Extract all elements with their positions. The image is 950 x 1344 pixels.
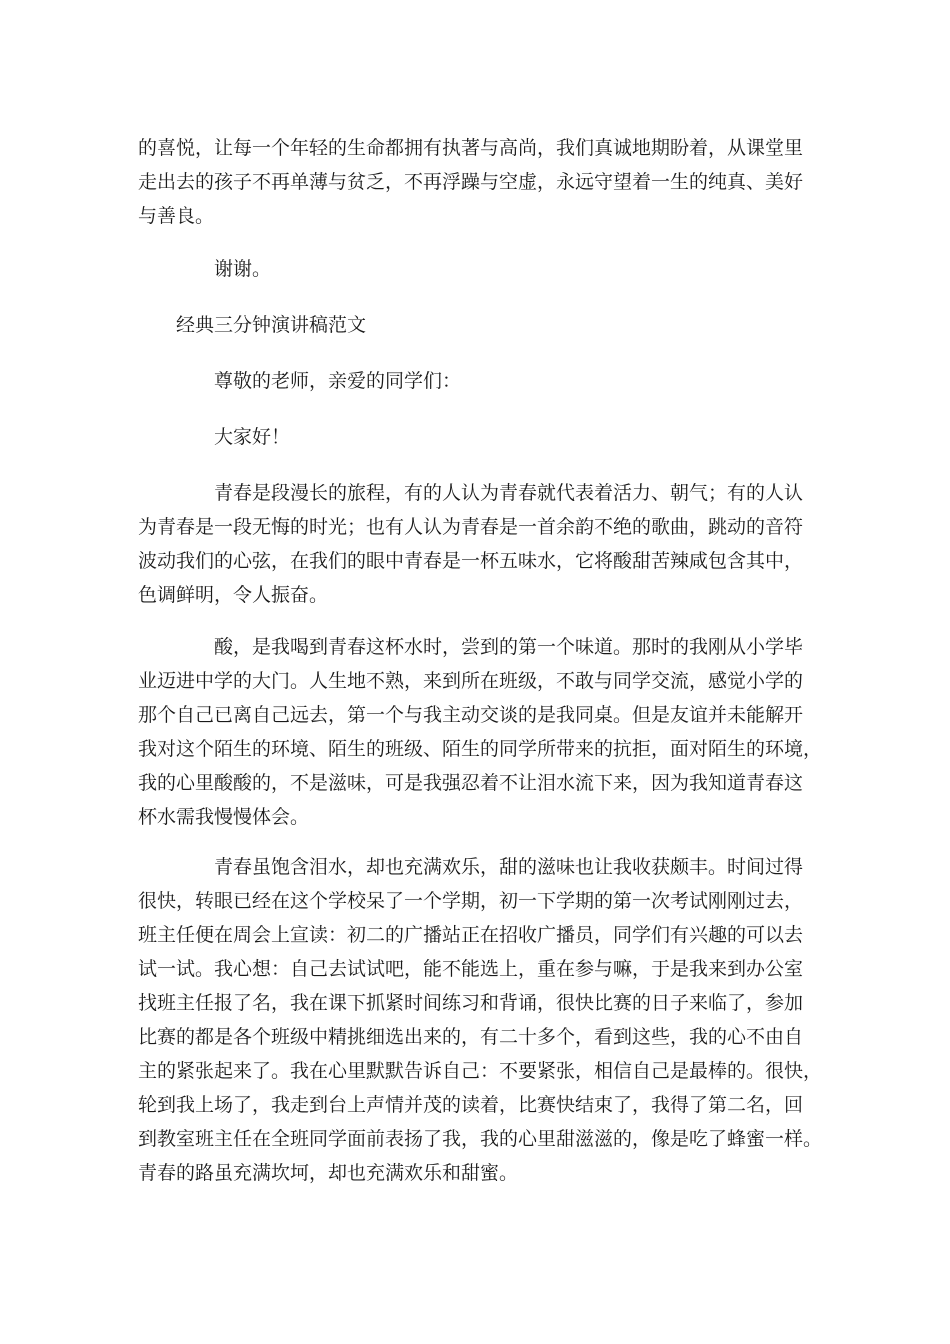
paragraph-2 bbox=[138, 630, 823, 834]
text-line: 试一试。我心想：自己去试试吧，能不能选上，重在参与嘛，于是我来到办公室 bbox=[138, 958, 804, 980]
text-line: 青春是段漫长的旅程，有的人认为青春就代表着活力、朝气；有的人认 bbox=[214, 482, 804, 504]
text-line: 到教室班主任在全班同学面前表扬了我，我的心里甜滋滋的，像是吃了蜂蜜一样。 bbox=[138, 1128, 823, 1150]
text-line: 杯水需我慢慢体会。 bbox=[138, 806, 310, 828]
text-line: 酸，是我喝到青春这杯水时，尝到的第一个味道。那时的我刚从小学毕 bbox=[214, 636, 804, 658]
text-line: 走出去的孩子不再单薄与贫乏，不再浮躁与空虚，永远守望着一生的纯真、美好 bbox=[138, 171, 804, 193]
text-line: 很快，转眼已经在这个学校呆了一个学期，初一下学期的第一次考试刚刚过去， bbox=[138, 890, 804, 912]
text-line: 波动我们的心弦，在我们的眼中青春是一杯五味水，它将酸甜苦辣咸包含其中， bbox=[138, 550, 804, 572]
text-line: 青春的路虽充满坎坷，却也充满欢乐和甜蜜。 bbox=[138, 1162, 519, 1184]
salutation: 尊敬的老师，亲爱的同学们： bbox=[214, 370, 462, 392]
greeting: 大家好！ bbox=[214, 426, 291, 448]
text-line: 为青春是一段无悔的时光；也有人认为青春是一首余韵不绝的歌曲，跳动的音符 bbox=[138, 516, 804, 538]
text-line: 主的紧张起来了。我在心里默默告诉自己：不要紧张，相信自己是最棒的。很快， bbox=[138, 1060, 823, 1082]
text-line: 业迈进中学的大门。人生地不熟，来到所在班级，不敢与同学交流，感觉小学的 bbox=[138, 670, 804, 692]
text-line: 我的心里酸酸的，不是滋味，可是我强忍着不让泪水流下来，因为我知道青春这 bbox=[138, 772, 804, 794]
text-line: 我对这个陌生的环境、陌生的班级、陌生的同学所带来的抗拒，面对陌生的环境， bbox=[138, 738, 823, 760]
text-line: 青春虽饱含泪水，却也充满欢乐，甜的滋味也让我收获颇丰。时间过得 bbox=[214, 856, 804, 878]
text-line: 那个自己已离自己远去，第一个与我主动交谈的是我同桌。但是友谊并未能解开 bbox=[138, 704, 804, 726]
text-line: 与善良。 bbox=[138, 205, 215, 227]
paragraph-3 bbox=[138, 850, 823, 1190]
document-title: 经典三分钟演讲稿范文 bbox=[176, 314, 367, 336]
text-line: 的喜悦，让每一个年轻的生命都拥有执著与高尚，我们真诚地期盼着，从课堂里 bbox=[138, 137, 804, 159]
paragraph-intro bbox=[138, 131, 818, 233]
text-line: 轮到我上场了，我走到台上声情并茂的读着，比赛快结束了，我得了第二名，回 bbox=[138, 1094, 804, 1116]
thanks-line: 谢谢。 bbox=[214, 258, 272, 280]
text-line: 比赛的都是各个班级中精挑细选出来的，有二十多个，看到这些，我的心不由自 bbox=[138, 1026, 804, 1048]
text-line: 找班主任报了名，我在课下抓紧时间练习和背诵，很快比赛的日子来临了，参加 bbox=[138, 992, 804, 1014]
text-line: 色调鲜明，令人振奋。 bbox=[138, 584, 329, 606]
paragraph-1 bbox=[138, 476, 818, 612]
text-line: 班主任便在周会上宣读：初二的广播站正在招收广播员，同学们有兴趣的可以去 bbox=[138, 924, 804, 946]
